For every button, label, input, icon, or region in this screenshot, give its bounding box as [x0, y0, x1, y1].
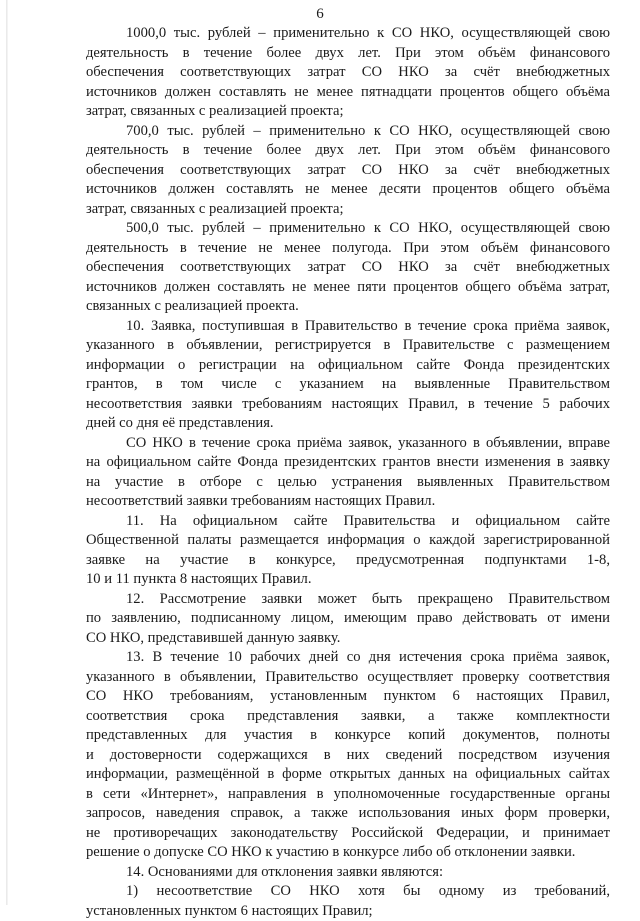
text-line: 1) несоответствие СО НКО хотя бы одному из требований,: [86, 882, 610, 902]
text-line: источников должен составлять не менее десяти процентов общего объёма: [86, 180, 610, 200]
text-line: грантов, в том числе с указанием на выявленные Правительством: [86, 375, 610, 395]
text-line: деятельность в течение более двух лет. При этом объём финансового: [86, 44, 610, 64]
text-line: решение о допуске СО НКО к участию в конкурсе либо об отклонении заявки.: [86, 843, 610, 863]
text-line: по заявлению, подписанному лицом, имеющим право действовать от имени: [86, 609, 610, 629]
text-line: 11. На официальном сайте Правительства и официальном сайте: [86, 512, 610, 532]
text-line: 500,0 тыс. рублей – применительно к СО НКО, осуществляющей свою: [86, 219, 610, 239]
text-line: 13. В течение 10 рабочих дней со дня истечения срока приёма заявок,: [86, 648, 610, 668]
text-line: не противоречащих законодательству Российской Федерации, и принимает: [86, 824, 610, 844]
text-line: установленных пунктом 6 настоящих Правил;: [86, 902, 610, 921]
text-line: 1000,0 тыс. рублей – применительно к СО НКО, осуществляющей свою: [86, 24, 610, 44]
text-line: обеспечения соответствующих затрат СО НКО за счёт внебюджетных: [86, 258, 610, 278]
text-line: СО НКО, представившей данную заявку.: [86, 629, 610, 649]
document-body: [86, 24, 610, 921]
text-line: 10. Заявка, поступившая в Правительство в течение срока приёма заявок,: [86, 317, 610, 337]
text-line: несоответствия заявки требованиям настоящих Правил, в течение 5 рабочих: [86, 395, 610, 415]
text-line: информации, размещённой в форме открытых данных на официальных сайтах: [86, 765, 610, 785]
text-line: деятельность в течение не менее полугода. При этом объём финансового: [86, 239, 610, 259]
text-line: обеспечения соответствующих затрат СО НКО за счёт внебюджетных: [86, 63, 610, 83]
text-line: указанного в объявлении, регистрируется в Правительстве с размещением: [86, 336, 610, 356]
text-line: представленных для участия в конкурсе копий документов, полноты: [86, 726, 610, 746]
text-line: обеспечения соответствующих затрат СО НКО за счёт внебюджетных: [86, 161, 610, 181]
text-line: 14. Основаниями для отклонения заявки являются:: [86, 863, 610, 883]
text-line: информации о регистрации на официальном сайте Фонда президентских: [86, 356, 610, 376]
text-line: несоответствий заявки требованиям настоящих Правил.: [86, 492, 610, 512]
text-line: Общественной палаты размещается информация о каждой зарегистрированной: [86, 531, 610, 551]
text-line: источников должен составлять не менее пятнадцати процентов общего объёма: [86, 83, 610, 103]
text-line: на участие в отборе с целью устранения выявленных Правительством: [86, 473, 610, 493]
text-line: дней со дня её представления.: [86, 414, 610, 434]
text-line: СО НКО требованиям, установленным пунктом 6 настоящих Правил,: [86, 687, 610, 707]
text-line: и достоверности содержащихся в них сведений посредством изучения: [86, 746, 610, 766]
text-line: затрат, связанных с реализацией проекта;: [86, 102, 610, 122]
text-line: соответствия срока представления заявки, а также комплектности: [86, 707, 610, 727]
text-line: деятельность в течение более двух лет. При этом объём финансового: [86, 141, 610, 161]
text-line: на официальном сайте Фонда президентских грантов внести изменения в заявку: [86, 453, 610, 473]
page-number: 6: [0, 6, 640, 23]
text-line: 700,0 тыс. рублей – применительно к СО НКО, осуществляющей свою: [86, 122, 610, 142]
text-line: 10 и 11 пункта 8 настоящих Правил.: [86, 570, 610, 590]
text-line: в сети «Интернет», направления в уполномоченные государственные органы: [86, 785, 610, 805]
text-line: СО НКО в течение срока приёма заявок, указанного в объявлении, вправе: [86, 434, 610, 454]
text-line: указанного в объявлении, Правительство осуществляет проверку соответствия: [86, 668, 610, 688]
text-line: источников должен составлять не менее пяти процентов общего объёма затрат,: [86, 278, 610, 298]
text-line: связанных с реализацией проекта.: [86, 297, 610, 317]
text-line: заявке на участие в конкурсе, предусмотренная подпунктами 1-8,: [86, 551, 610, 571]
text-line: 12. Рассмотрение заявки может быть прекращено Правительством: [86, 590, 610, 610]
text-line: затрат, связанных с реализацией проекта;: [86, 200, 610, 220]
text-line: запросов, наведения справок, а также использования иных форм проверки,: [86, 804, 610, 824]
page-edge: [6, 0, 8, 905]
